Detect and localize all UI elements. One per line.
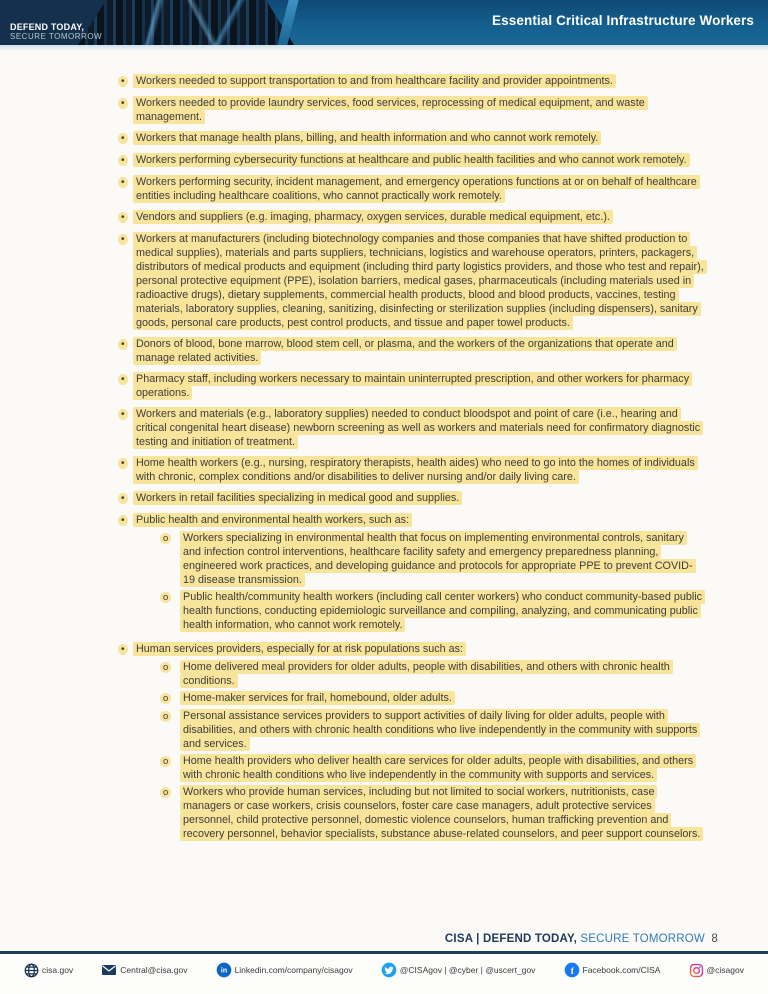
highlighted-text: Public health and environmental health workers, such as:: [133, 513, 412, 527]
bullet-marker: [118, 372, 133, 400]
bullet-glyph: •: [118, 409, 128, 420]
link-linkedin[interactable]: [216, 962, 353, 978]
bullet-glyph: •: [118, 76, 128, 87]
sub-bullet-glyph: o: [160, 662, 171, 673]
email-icon: [101, 963, 117, 977]
highlighted-text: Home health providers who deliver health care services for older adults, people with disabilities, and others with chronic health conditions who live independently in the community with supports and services.: [180, 754, 696, 782]
social-label: cisa.gov: [42, 965, 74, 975]
sub-bullet-text: [180, 531, 704, 587]
bullet-text: [133, 210, 704, 225]
footer-social-bar: [0, 954, 768, 994]
highlighted-text: Public health/community health workers (including call center workers) who conduct community-based public health functions, conducting epidemiologic surveillance and compiling, analyzing, and communicating public health information, who cannot work remotely.: [180, 590, 705, 632]
highlighted-text: Personal assistance services providers to support activities of daily living for older adults, people with disabilities, and others with chronic health conditions who live independently in the community with supports and services.: [180, 709, 700, 751]
instagram-icon: [689, 963, 704, 978]
bullet-marker: [118, 337, 133, 365]
highlighted-text: Human services providers, especially for at risk populations such as:: [133, 642, 466, 656]
bullet-marker: [118, 96, 133, 124]
list-item: [118, 513, 704, 635]
bullet-text: [133, 175, 704, 203]
sub-bullet-marker: [160, 754, 180, 782]
list-item: [118, 175, 704, 203]
social-label: @CISAgov | @cyber | @uscert_gov: [399, 965, 536, 975]
bullet-glyph: •: [118, 458, 128, 469]
page-number: 8: [711, 933, 718, 945]
sub-list-item: [160, 531, 704, 587]
list-item: [118, 74, 704, 89]
bullet-marker: [118, 74, 133, 89]
bullet-glyph: •: [118, 133, 128, 144]
bullet-glyph: •: [118, 234, 128, 245]
page-title: Essential Critical Infrastructure Workers: [492, 13, 754, 28]
highlighted-text: Home-maker services for frail, homebound, older adults.: [180, 691, 455, 705]
sub-bullet-glyph: o: [160, 756, 171, 767]
bullet-glyph: •: [118, 644, 128, 655]
list-item: [118, 232, 704, 330]
sub-bullet-glyph: o: [160, 533, 171, 544]
bullet-marker: [118, 210, 133, 225]
highlighted-text: Donors of blood, bone marrow, blood stem cell, or plasma, and the workers of the organizations that operate and manage related activities.: [133, 337, 677, 365]
sub-bullet-glyph: o: [160, 787, 171, 798]
page-header: [0, 0, 768, 45]
highlighted-text: Workers that manage health plans, billing, and health information and who cannot work remotely.: [133, 131, 601, 145]
highlighted-text: Home delivered meal providers for older adults, people with disabilities, and others with chronic health conditions.: [180, 660, 673, 688]
sub-bullet-text: [180, 785, 704, 841]
bullet-marker: [118, 153, 133, 168]
list-item: [118, 96, 704, 124]
link-instagram[interactable]: [689, 963, 744, 978]
bullet-text: [133, 232, 704, 330]
bullet-glyph: •: [118, 212, 128, 223]
sub-bullet-marker: [160, 691, 180, 706]
sub-bullet-glyph: o: [160, 592, 171, 603]
bullet-marker: [118, 407, 133, 449]
sub-list-item: [160, 754, 704, 782]
highlighted-text: Workers who provide human services, including but not limited to social workers, nutritionists, case managers or case workers, crisis counselors, foster care case managers, adult protective services personnel, child protective personnel, domestic violence counselors, human trafficking prevention and recovery personnel, behavior specialists, substance abuse-related counselors, and peer support counselors.: [180, 785, 703, 841]
social-label: @cisagov: [706, 965, 744, 975]
sub-bullet-text: [180, 590, 704, 632]
sub-bullet-marker: [160, 590, 180, 632]
linkedin-icon: [216, 962, 232, 978]
social-label: Facebook.com/CISA: [582, 965, 661, 975]
svg-text:f: f: [570, 967, 574, 977]
highlighted-text: Workers needed to support transportation to and from healthcare facility and provider appointments.: [133, 74, 616, 88]
bullet-text: [133, 407, 704, 449]
bullet-glyph: •: [118, 374, 128, 385]
bullet-marker: [118, 131, 133, 146]
footer-brand-bold: CISA | DEFEND TODAY,: [444, 933, 577, 945]
highlighted-text: Workers performing security, incident management, and emergency operations functions at or on behalf of healthcare entities including healthcare coalitions, who cannot practically work remotely.: [133, 175, 700, 203]
bullet-list: [118, 74, 704, 851]
list-item: [118, 210, 704, 225]
highlighted-text: Pharmacy staff, including workers necessary to maintain uninterrupted prescription, and other workers for pharmacy operations.: [133, 372, 692, 400]
bullet-marker: [118, 491, 133, 506]
sub-list-item: [160, 691, 704, 706]
agency-tagline: [10, 22, 102, 41]
list-item: [118, 456, 704, 484]
highlighted-text: Workers in retail facilities specializing in medical good and supplies.: [133, 491, 462, 505]
sub-bullet-marker: [160, 785, 180, 841]
bullet-marker: [118, 232, 133, 330]
bullet-text: [133, 456, 704, 484]
cityscape-edge-stripe: [277, 0, 298, 45]
bullet-text: [133, 337, 704, 365]
header-bottom-strip: [0, 45, 768, 51]
sub-bullet-glyph: o: [160, 711, 171, 722]
bullet-glyph: •: [118, 98, 128, 109]
list-item: [118, 153, 704, 168]
footer-brand-light: SECURE TOMORROW: [580, 933, 705, 945]
link-email[interactable]: [101, 963, 187, 977]
highlighted-text: Workers and materials (e.g., laboratory supplies) needed to conduct bloodspot and point of care (i.e., hearing and critical congenital heart disease) newborn screening as well as workers and materials need for confirmatory diagnostic testing and initiation of treatment.: [133, 407, 703, 449]
twitter-icon: [381, 962, 397, 978]
sub-bullet-text: [180, 709, 704, 751]
sub-bullet-marker: [160, 709, 180, 751]
globe-icon: [24, 963, 39, 978]
bullet-marker: [118, 642, 133, 844]
facebook-icon: [564, 962, 580, 978]
sub-bullet-text: [180, 691, 704, 706]
list-item: [118, 642, 704, 844]
bullet-glyph: •: [118, 339, 128, 350]
bullet-text: [133, 131, 704, 146]
bullet-text: [133, 74, 704, 89]
sub-bullet-glyph: o: [160, 693, 171, 704]
list-item: [118, 372, 704, 400]
list-item: [118, 131, 704, 146]
highlighted-text: Workers needed to provide laundry services, food services, reprocessing of medical equipment, and waste management.: [133, 96, 648, 124]
bullet-glyph: •: [118, 155, 128, 166]
bullet-text: [133, 372, 704, 400]
bullet-marker: [118, 456, 133, 484]
sub-list-item: [160, 709, 704, 751]
sub-list-item: [160, 785, 704, 841]
bullet-glyph: •: [118, 515, 128, 526]
footer-brand: [445, 933, 718, 945]
sub-bullet-marker: [160, 660, 180, 688]
cityscape-image: [78, 0, 294, 45]
bullet-marker: [118, 513, 133, 635]
sub-bullet-list: [133, 531, 704, 632]
sub-list-item: [160, 660, 704, 688]
bullet-text: [133, 96, 704, 124]
highlighted-text: Vendors and suppliers (e.g. imaging, pharmacy, oxygen services, durable medical equipment, etc.).: [133, 210, 613, 224]
sub-bullet-marker: [160, 531, 180, 587]
bullet-marker: [118, 175, 133, 203]
sub-bullet-text: [180, 754, 704, 782]
bullet-glyph: •: [118, 177, 128, 188]
tagline-line-1: DEFEND TODAY,: [10, 22, 85, 32]
list-item: [118, 337, 704, 365]
social-label: Linkedin.com/company/cisagov: [234, 965, 353, 975]
bullet-glyph: •: [118, 493, 128, 504]
list-item: [118, 407, 704, 449]
bullet-text: [133, 491, 704, 506]
bullet-text: [133, 153, 704, 168]
highlighted-text: Workers specializing in environmental health that focus on implementing environmental controls, sanitary and infection control interventions, healthcare facility safety and emergency preparedness planning, engineered work practices, and developing guidance and protocols for appropriate PPE to prevent COVID-19 disease transmission.: [180, 531, 696, 587]
highlighted-text: Home health workers (e.g., nursing, respiratory therapists, health aides) who need to go into the homes of individuals with chronic, complex conditions and/or disabilities to deliver nursing and/or daily living care.: [133, 456, 698, 484]
sub-list-item: [160, 590, 704, 632]
bullet-text: [133, 642, 704, 844]
sub-bullet-text: [180, 660, 704, 688]
bullet-text: [133, 513, 704, 635]
tagline-line-2: SECURE TOMORROW: [10, 32, 103, 41]
highlighted-text: Workers performing cybersecurity functions at healthcare and public health facilities and who cannot work remotely.: [133, 153, 690, 167]
highlighted-text: Workers at manufacturers (including biotechnology companies and those companies that have shifted production to medical supplies), materials and parts suppliers, technicians, logistics and warehouse operators, printers, packagers, distributors of medical products and equipment (including third party logistics providers, and those who test and repair), personal protective equipment (PPE), isolation barriers, medical gases, pharmaceuticals (including materials used in radioactive drugs), dietary supplements, commercial health products, blood and blood products, vaccines, testing materials, laboratory supplies, cleaning, sanitizing, disinfecting or sterilization supplies (including dispensers), sanitary goods, personal care products, pest control products, and tissue and paper towel products.: [133, 232, 707, 330]
svg-text:in: in: [220, 967, 227, 975]
social-label: Central@cisa.gov: [120, 965, 188, 975]
link-cisa-gov[interactable]: [24, 963, 73, 978]
sub-bullet-list: [133, 660, 704, 841]
link-twitter[interactable]: [381, 962, 536, 978]
list-item: [118, 491, 704, 506]
link-facebook[interactable]: [564, 962, 661, 978]
